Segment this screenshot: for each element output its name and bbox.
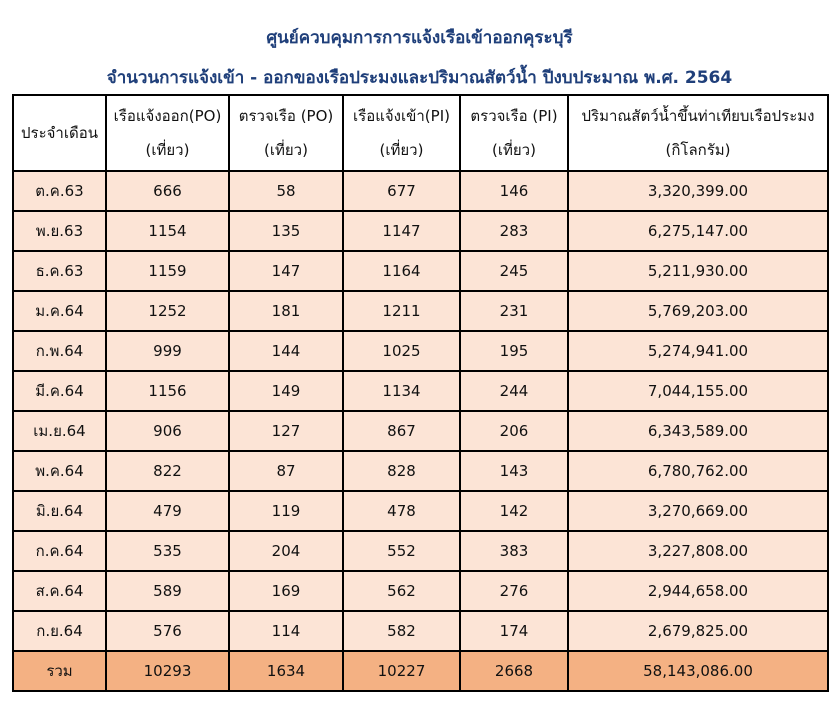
value-cell: 677 <box>343 171 460 211</box>
value-cell: 2,944,658.00 <box>568 571 828 611</box>
column-header-label: ประจำเดือน <box>21 124 98 142</box>
value-cell: 6,780,762.00 <box>568 451 828 491</box>
value-cell: 231 <box>460 291 568 331</box>
value-cell: 119 <box>229 491 343 531</box>
table-row <box>13 331 828 371</box>
column-header-unit: (เที่ยว) <box>145 141 190 159</box>
value-cell: 87 <box>229 451 343 491</box>
month-cell: ม.ค.64 <box>13 291 106 331</box>
column-header-unit: (กิโลกรัม) <box>665 141 731 159</box>
month-cell: ต.ค.63 <box>13 171 106 211</box>
table-row <box>13 251 828 291</box>
column-header-label: ตรวจเรือ (PO) <box>238 107 334 125</box>
column-header-label: ปริมาณสัตว์น้ำขึ้นท่าเทียบเรือประมง <box>581 107 815 125</box>
value-cell: 1154 <box>106 211 229 251</box>
value-cell: 195 <box>460 331 568 371</box>
value-cell: 562 <box>343 571 460 611</box>
column-header-unit: (เที่ยว) <box>379 141 424 159</box>
value-cell: 582 <box>343 611 460 651</box>
month-cell: ก.ย.64 <box>13 611 106 651</box>
value-cell: 146 <box>460 171 568 211</box>
month-cell: พ.ค.64 <box>13 451 106 491</box>
value-cell: 535 <box>106 531 229 571</box>
value-cell: 1147 <box>343 211 460 251</box>
value-cell: 906 <box>106 411 229 451</box>
value-cell: 1156 <box>106 371 229 411</box>
value-cell: 142 <box>460 491 568 531</box>
value-cell: 114 <box>229 611 343 651</box>
column-header <box>460 95 568 171</box>
value-cell: 552 <box>343 531 460 571</box>
value-cell: 867 <box>343 411 460 451</box>
value-cell: 58 <box>229 171 343 211</box>
column-header-label: ตรวจเรือ (PI) <box>470 107 558 125</box>
column-header-label: เรือแจ้งเข้า(PI) <box>353 107 450 125</box>
value-cell: 147 <box>229 251 343 291</box>
table-header-row <box>13 95 828 171</box>
fishing-vessel-table <box>12 94 829 692</box>
table-row <box>13 371 828 411</box>
value-cell: 206 <box>460 411 568 451</box>
value-cell: 276 <box>460 571 568 611</box>
value-cell: 283 <box>460 211 568 251</box>
table-row <box>13 611 828 651</box>
month-cell: ก.ค.64 <box>13 531 106 571</box>
table-body <box>13 171 828 651</box>
value-cell: 1252 <box>106 291 229 331</box>
month-cell: ส.ค.64 <box>13 571 106 611</box>
column-header <box>568 95 828 171</box>
value-cell: 144 <box>229 331 343 371</box>
value-cell: 589 <box>106 571 229 611</box>
page-subtitle: จำนวนการแจ้งเข้า - ออกของเรือประมงและปริมาณสัตว์น้ำ ปีงบประมาณ พ.ศ. 2564 <box>106 68 733 88</box>
total-value-cell: 2668 <box>460 651 568 691</box>
value-cell: 478 <box>343 491 460 531</box>
column-header <box>343 95 460 171</box>
total-label-cell: รวม <box>13 651 106 691</box>
value-cell: 666 <box>106 171 229 211</box>
column-header-unit: (เที่ยว) <box>264 141 308 159</box>
value-cell: 6,343,589.00 <box>568 411 828 451</box>
value-cell: 828 <box>343 451 460 491</box>
value-cell: 244 <box>460 371 568 411</box>
value-cell: 576 <box>106 611 229 651</box>
value-cell: 3,227,808.00 <box>568 531 828 571</box>
value-cell: 1025 <box>343 331 460 371</box>
table-row <box>13 571 828 611</box>
month-cell: ก.พ.64 <box>13 331 106 371</box>
table-row <box>13 411 828 451</box>
column-header-unit: (เที่ยว) <box>492 141 536 159</box>
value-cell: 2,679,825.00 <box>568 611 828 651</box>
column-header-label: เรือแจ้งออก(PO) <box>113 107 222 125</box>
total-value-cell: 1634 <box>229 651 343 691</box>
page-title: ศูนย์ควบคุมการการแจ้งเรือเข้าออกคุระบุรี <box>266 28 573 48</box>
total-value-cell: 10293 <box>106 651 229 691</box>
month-cell: ธ.ค.63 <box>13 251 106 291</box>
table-row <box>13 291 828 331</box>
month-cell: เม.ย.64 <box>13 411 106 451</box>
value-cell: 127 <box>229 411 343 451</box>
value-cell: 6,275,147.00 <box>568 211 828 251</box>
column-header <box>106 95 229 171</box>
value-cell: 181 <box>229 291 343 331</box>
total-row <box>13 651 828 691</box>
value-cell: 5,274,941.00 <box>568 331 828 371</box>
value-cell: 822 <box>106 451 229 491</box>
value-cell: 245 <box>460 251 568 291</box>
value-cell: 135 <box>229 211 343 251</box>
value-cell: 7,044,155.00 <box>568 371 828 411</box>
value-cell: 3,270,669.00 <box>568 491 828 531</box>
value-cell: 5,211,930.00 <box>568 251 828 291</box>
value-cell: 1159 <box>106 251 229 291</box>
value-cell: 999 <box>106 331 229 371</box>
value-cell: 383 <box>460 531 568 571</box>
value-cell: 143 <box>460 451 568 491</box>
month-cell: มิ.ย.64 <box>13 491 106 531</box>
total-value-cell: 10227 <box>343 651 460 691</box>
value-cell: 479 <box>106 491 229 531</box>
table-row <box>13 451 828 491</box>
table-row <box>13 171 828 211</box>
value-cell: 174 <box>460 611 568 651</box>
month-cell: มี.ค.64 <box>13 371 106 411</box>
value-cell: 149 <box>229 371 343 411</box>
table-row <box>13 211 828 251</box>
total-value-cell: 58,143,086.00 <box>568 651 828 691</box>
value-cell: 1164 <box>343 251 460 291</box>
table-row <box>13 491 828 531</box>
value-cell: 204 <box>229 531 343 571</box>
value-cell: 3,320,399.00 <box>568 171 828 211</box>
table-row <box>13 531 828 571</box>
value-cell: 5,769,203.00 <box>568 291 828 331</box>
column-header <box>229 95 343 171</box>
column-header <box>13 95 106 171</box>
value-cell: 1134 <box>343 371 460 411</box>
value-cell: 169 <box>229 571 343 611</box>
value-cell: 1211 <box>343 291 460 331</box>
month-cell: พ.ย.63 <box>13 211 106 251</box>
